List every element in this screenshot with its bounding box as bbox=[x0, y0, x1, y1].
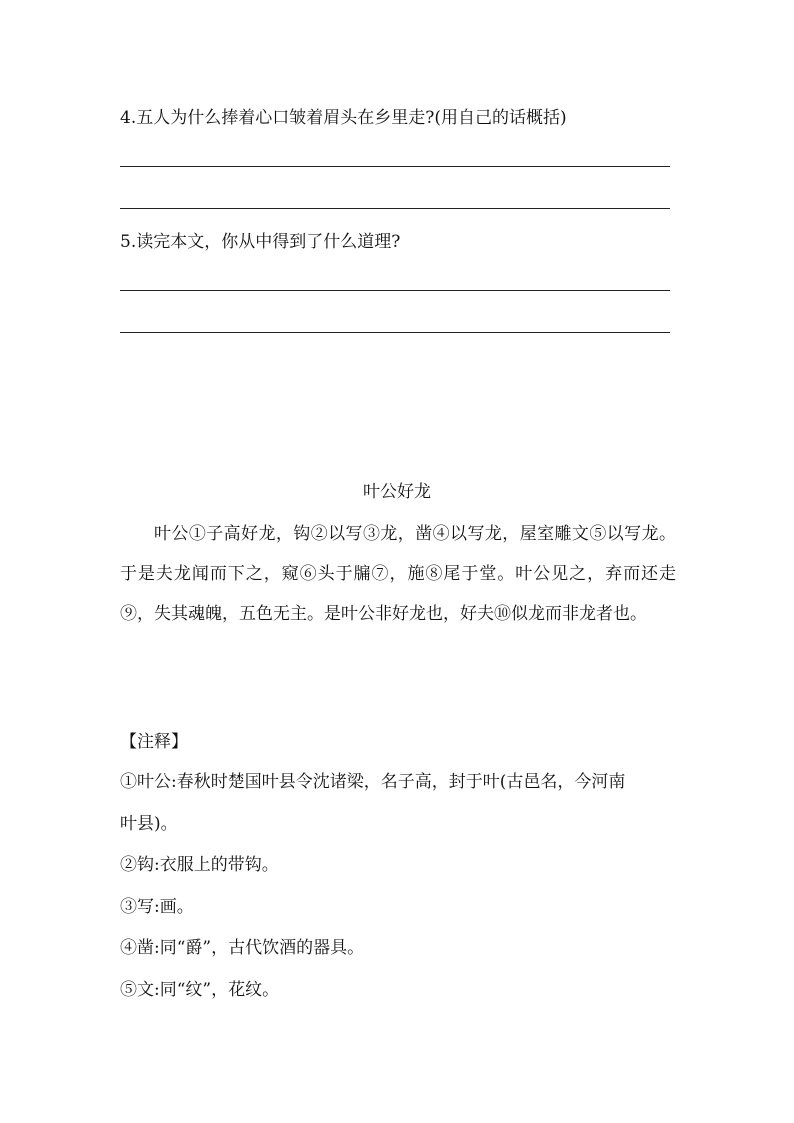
question-4: 4.五人为什么捧着心口皱着眉头在乡里走?(用自己的话概括) bbox=[120, 108, 567, 128]
note-item-2: ②钩:衣服上的带钩。 bbox=[120, 855, 279, 875]
answer-line-q4-1 bbox=[120, 166, 670, 167]
note-item-4: ④凿:同“爵”，古代饮酒的器具。 bbox=[120, 938, 365, 958]
answer-line-q5-1 bbox=[120, 290, 670, 291]
note-item-5: ⑤文:同“纹”，花纹。 bbox=[120, 980, 280, 1000]
note-item-1-cont: 叶县)。 bbox=[120, 814, 178, 834]
passage-body: 叶公①子高好龙，钩②以写③龙，凿④以写龙，屋室雕文⑤以写龙。于是夫龙闻而下之，窥⑥头于牖⑦，施⑧尾于堂。叶公见之，弃而还走⑨，失其魂魄，五色无主。是叶公非好龙也，好夫⑩似龙而非龙者也。 bbox=[120, 524, 676, 624]
answer-line-q4-2 bbox=[120, 208, 670, 209]
answer-line-q5-2 bbox=[120, 332, 670, 333]
passage-title: 叶公好龙 bbox=[363, 482, 431, 502]
question-5: 5.读完本文，你从中得到了什么道理? bbox=[120, 232, 401, 252]
note-item-1: ①叶公:春秋时楚国叶县令沈诸梁，名子高，封于叶(古邑名，今河南 bbox=[120, 772, 626, 792]
note-item-3: ③写:画。 bbox=[120, 897, 194, 917]
notes-heading: 【注释】 bbox=[120, 732, 188, 752]
